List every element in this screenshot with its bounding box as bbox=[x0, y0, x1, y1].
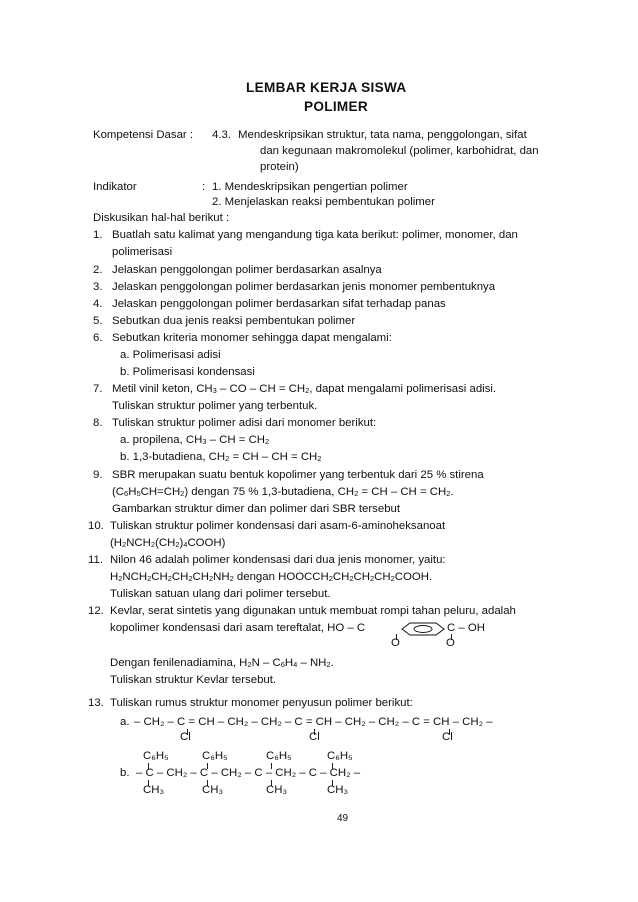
q6-option-b: b. Polimerisasi kondensasi bbox=[120, 366, 255, 378]
kd-label: Kompetensi Dasar : bbox=[93, 129, 194, 141]
q8-option-b: b. 1,3-butadiena, $CH_2$ = CH – CH = $CH_2$ bbox=[120, 451, 322, 463]
q12-oxygen-right: O bbox=[446, 637, 455, 649]
q4-number: 4. bbox=[93, 298, 103, 310]
q4-text: Jelaskan penggolongan polimer berdasarkan sifat terhadap panas bbox=[112, 298, 446, 310]
q6-option-a: a. Polimerisasi adisi bbox=[120, 349, 221, 361]
kd-text-line2: dan kegunaan makromolekul (polimer, karbohidrat, dan bbox=[260, 145, 539, 157]
q13-text: Tuliskan rumus struktur monomer penyusun polimer berikut: bbox=[110, 697, 413, 709]
q13-b-phenyl-4: C₆H₅ bbox=[327, 750, 353, 762]
q13-b-methyl-3: CH₃ bbox=[266, 784, 288, 796]
q11-text-line2: $H_2NCH_2CH_2CH_2CH_2NH_2$ dengan $HOOCCH_2CH_2CH_2CH_2COOH$. bbox=[110, 571, 433, 583]
q9-text-line1: SBR merupakan suatu bentuk kopolimer yang terbentuk dari 25 % stirena bbox=[112, 469, 484, 481]
q2-number: 2. bbox=[93, 264, 103, 276]
worksheet-title: LEMBAR KERJA SISWA bbox=[246, 80, 407, 95]
worksheet-subtitle: POLIMER bbox=[304, 99, 369, 114]
kd-number: 4.3. bbox=[212, 129, 231, 141]
indikator-label: Indikator bbox=[93, 181, 137, 193]
kd-text-line3: protein) bbox=[260, 161, 299, 173]
q13-b-phenyl-2: C₆H₅ bbox=[202, 750, 228, 762]
q13-a-chloro-1: Cl bbox=[180, 731, 191, 743]
indikator-colon: : bbox=[202, 181, 206, 193]
q13-a-chloro-3: Cl bbox=[442, 731, 453, 743]
q6-text: Sebutkan kriteria monomer sehingga dapat mengalami: bbox=[112, 332, 392, 344]
indikator-item-1: 1. Mendeskripsikan pengertian polimer bbox=[212, 181, 408, 193]
q11-text-line1: Nilon 46 adalah polimer kondensasi dari dua jenis monomer, yaitu: bbox=[110, 554, 446, 566]
q10-text-line2: $(H_2NCH_2(CH_2)_4COOH)$ bbox=[110, 537, 226, 549]
q11-text-line3: Tuliskan satuan ulang dari polimer tersebut. bbox=[110, 588, 331, 600]
q13-option-b-chain: – C – CH₂ – C – CH₂ – C – CH₂ – C – CH₂ – bbox=[136, 767, 361, 779]
q7-text-line1: Metil vinil keton, $CH_3$ – CO – CH = $CH_2$, dapat mengalami polimerisasi adisi. bbox=[112, 383, 497, 395]
q13-option-a-chain: – CH₂ – C = CH – CH₂ – CH₂ – C = CH – CH₂ – CH₂ – C = CH – CH₂ – bbox=[134, 716, 493, 728]
q9-text-line3: Gambarkan struktur dimer dan polimer dari SBR tersebut bbox=[112, 503, 401, 515]
q1-text-line2: polimerisasi bbox=[112, 246, 173, 258]
q12-text-line1: Kevlar, serat sintetis yang digunakan untuk membuat rompi tahan peluru, adalah bbox=[110, 605, 516, 617]
q8-text: Tuliskan struktur polimer adisi dari monomer berikut: bbox=[112, 417, 377, 429]
q12-oxygen-left: O bbox=[391, 637, 400, 649]
q5-text: Sebutkan dua jenis reaksi pembentukan polimer bbox=[112, 315, 356, 327]
q13-option-a-label: a. bbox=[120, 716, 130, 728]
q13-b-methyl-1: CH₃ bbox=[143, 784, 165, 796]
q1-text-line1: Buatlah satu kalimat yang mengandung tiga kata berikut: polimer, monomer, dan bbox=[112, 229, 518, 241]
discussion-intro: Diskusikan hal-hal berikut : bbox=[93, 212, 230, 224]
q8-number: 8. bbox=[93, 417, 103, 429]
q13-option-b-label: b. bbox=[120, 767, 130, 779]
q9-number: 9. bbox=[93, 469, 103, 481]
q10-text-line1: Tuliskan struktur polimer kondensasi dari asam-6-aminoheksanoat bbox=[110, 520, 446, 532]
q7-text-line2: Tuliskan struktur polimer yang terbentuk. bbox=[112, 400, 318, 412]
page-number: 49 bbox=[337, 813, 349, 824]
q12-text-line2: kopolimer kondensasi dari asam tereftalat, HO – C bbox=[110, 622, 366, 634]
q3-text: Jelaskan penggolongan polimer berdasarkan jenis monomer pembentuknya bbox=[112, 281, 496, 293]
q12-text-line4: Tuliskan struktur Kevlar tersebut. bbox=[110, 674, 277, 686]
q13-b-methyl-2: CH₃ bbox=[202, 784, 224, 796]
q13-b-phenyl-1: C₆H₅ bbox=[143, 750, 169, 762]
q13-number: 13. bbox=[88, 697, 104, 709]
q5-number: 5. bbox=[93, 315, 103, 327]
q12-ring-right: C – OH bbox=[447, 622, 485, 634]
kd-text-line1: Mendeskripsikan struktur, tata nama, penggolongan, sifat bbox=[238, 129, 527, 141]
q6-number: 6. bbox=[93, 332, 103, 344]
q8-option-a: a. propilena, $CH_3$ – CH = $CH_2$ bbox=[120, 434, 270, 446]
q12-text-line3: Dengan fenilenadiamina, $H_2N - C_6H_4 - NH_2$. bbox=[110, 657, 334, 669]
q13-b-phenyl-3: C₆H₅ bbox=[266, 750, 292, 762]
indikator-item-2: 2. Menjelaskan reaksi pembentukan polimer bbox=[212, 196, 435, 208]
benzene-ring-icon bbox=[401, 622, 445, 636]
q9-text-line2: $(C_6H_5CH=CH_2)$ dengan 75 % 1,3-butadiena, $CH_2$ = CH – CH = $CH_2$. bbox=[112, 486, 454, 498]
q12-number: 12. bbox=[88, 605, 104, 617]
q1-number: 1. bbox=[93, 229, 103, 241]
q13-b-methyl-4: CH₃ bbox=[327, 784, 349, 796]
q2-text: Jelaskan penggolongan polimer berdasarkan asalnya bbox=[112, 264, 382, 276]
q11-number: 11. bbox=[88, 554, 103, 566]
q3-number: 3. bbox=[93, 281, 103, 293]
q13-a-chloro-2: Cl bbox=[309, 731, 320, 743]
q10-number: 10. bbox=[88, 520, 104, 532]
q7-number: 7. bbox=[93, 383, 103, 395]
